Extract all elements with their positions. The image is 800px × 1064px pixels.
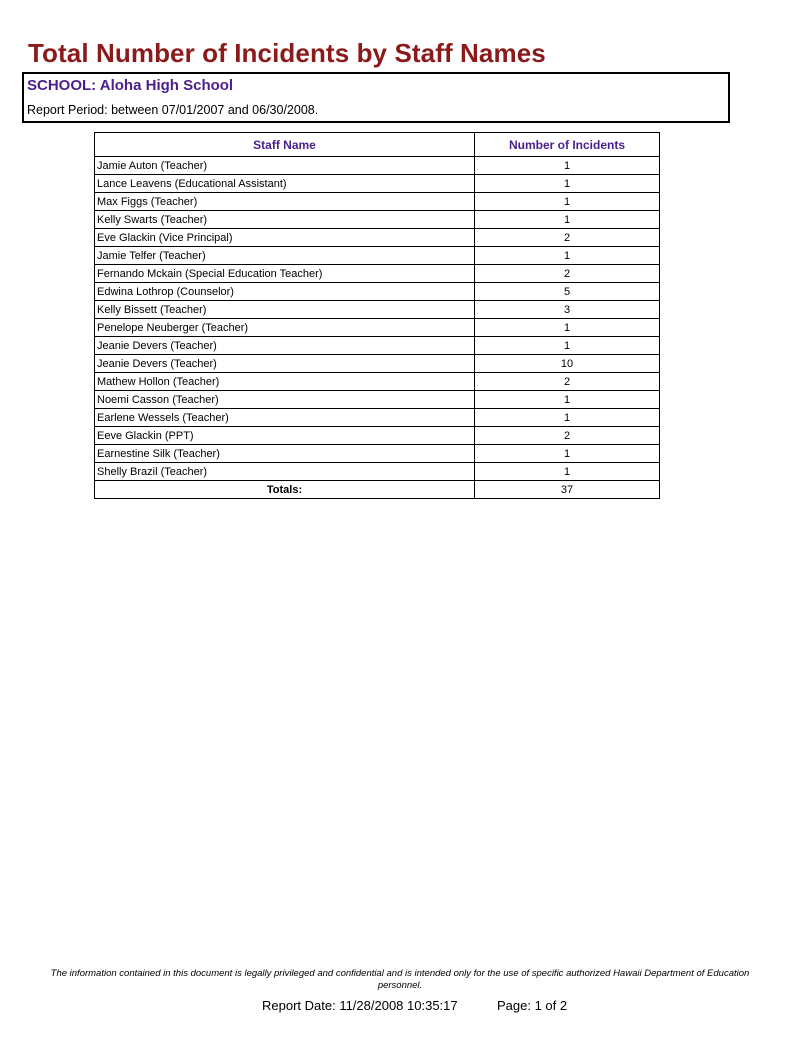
table-row xyxy=(95,229,660,247)
table-row xyxy=(95,301,660,319)
staff-name-cell: Shelly Brazil (Teacher) xyxy=(95,463,475,481)
table-row xyxy=(95,427,660,445)
table-row xyxy=(95,211,660,229)
table-row xyxy=(95,373,660,391)
incident-count-cell: 1 xyxy=(475,157,660,175)
report-period: Report Period: between 07/01/2007 and 06/30/2008. xyxy=(27,103,319,117)
incident-count-cell: 2 xyxy=(475,229,660,247)
incident-count-cell: 1 xyxy=(475,391,660,409)
totals-value: 37 xyxy=(475,481,660,499)
staff-name-cell: Jeanie Devers (Teacher) xyxy=(95,355,475,373)
incident-count-cell: 1 xyxy=(475,319,660,337)
incident-count-cell: 1 xyxy=(475,193,660,211)
staff-name-cell: Mathew Hollon (Teacher) xyxy=(95,373,475,391)
staff-name-cell: Lance Leavens (Educational Assistant) xyxy=(95,175,475,193)
report-info-box xyxy=(22,72,730,123)
incident-count-cell: 2 xyxy=(475,373,660,391)
staff-name-cell: Edwina Lothrop (Counselor) xyxy=(95,283,475,301)
table-row xyxy=(95,247,660,265)
incident-count-cell: 1 xyxy=(475,463,660,481)
table-row xyxy=(95,265,660,283)
report-date: Report Date: 11/28/2008 10:35:17 xyxy=(262,998,458,1013)
incident-count-cell: 1 xyxy=(475,175,660,193)
staff-name-cell: Kelly Bissett (Teacher) xyxy=(95,301,475,319)
incident-count-cell: 1 xyxy=(475,409,660,427)
table-row xyxy=(95,157,660,175)
incident-count-cell: 1 xyxy=(475,211,660,229)
incident-count-cell: 1 xyxy=(475,337,660,355)
incident-count-cell: 1 xyxy=(475,445,660,463)
table-row xyxy=(95,175,660,193)
table-row xyxy=(95,463,660,481)
totals-row xyxy=(95,481,660,499)
totals-label: Totals: xyxy=(95,481,475,499)
staff-name-cell: Eeve Glackin (PPT) xyxy=(95,427,475,445)
staff-name-cell: Kelly Swarts (Teacher) xyxy=(95,211,475,229)
staff-name-cell: Jamie Telfer (Teacher) xyxy=(95,247,475,265)
table-header-row xyxy=(95,133,660,157)
table-row xyxy=(95,445,660,463)
table-row xyxy=(95,355,660,373)
staff-name-cell: Jeanie Devers (Teacher) xyxy=(95,337,475,355)
column-header-incident-count: Number of Incidents xyxy=(475,133,660,157)
page-number: Page: 1 of 2 xyxy=(497,998,568,1013)
staff-incidents-table xyxy=(94,132,660,499)
incident-count-cell: 3 xyxy=(475,301,660,319)
school-name: SCHOOL: Aloha High School xyxy=(27,77,234,94)
staff-name-cell: Eve Glackin (Vice Principal) xyxy=(95,229,475,247)
incident-count-cell: 5 xyxy=(475,283,660,301)
incident-count-cell: 1 xyxy=(475,247,660,265)
incident-count-cell: 2 xyxy=(475,427,660,445)
incident-count-cell: 2 xyxy=(475,265,660,283)
staff-name-cell: Earnestine Silk (Teacher) xyxy=(95,445,475,463)
staff-name-cell: Jamie Auton (Teacher) xyxy=(95,157,475,175)
column-header-staff-name: Staff Name xyxy=(95,133,475,157)
table-row xyxy=(95,409,660,427)
incident-count-cell: 10 xyxy=(475,355,660,373)
table-row xyxy=(95,391,660,409)
report-title: Total Number of Incidents by Staff Names xyxy=(28,38,546,68)
confidentiality-disclaimer: The information contained in this document is legally privileged and confidential and is intended only for the use of specific authorized Hawaii Department of Education personnel. xyxy=(50,968,750,991)
table-row xyxy=(95,337,660,355)
staff-name-cell: Max Figgs (Teacher) xyxy=(95,193,475,211)
staff-name-cell: Earlene Wessels (Teacher) xyxy=(95,409,475,427)
staff-name-cell: Fernando Mckain (Special Education Teacher) xyxy=(95,265,475,283)
table-row xyxy=(95,193,660,211)
table-row xyxy=(95,319,660,337)
staff-name-cell: Noemi Casson (Teacher) xyxy=(95,391,475,409)
staff-name-cell: Penelope Neuberger (Teacher) xyxy=(95,319,475,337)
table-row xyxy=(95,283,660,301)
